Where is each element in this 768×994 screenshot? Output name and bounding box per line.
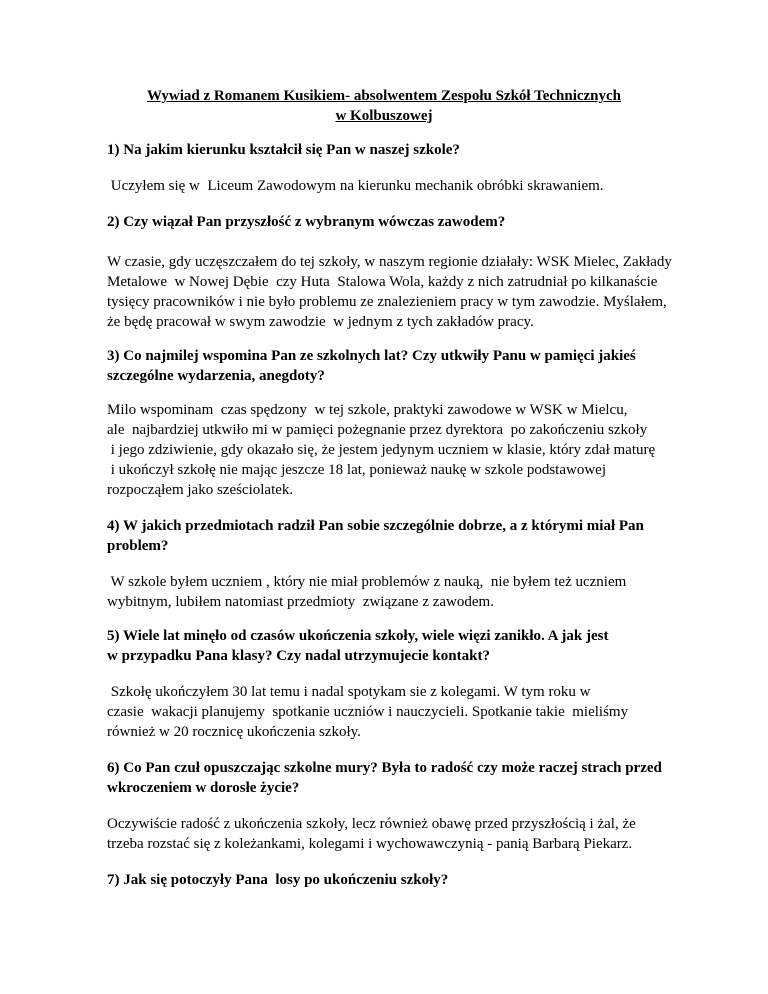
- question-3-line-1: 3) Co najmilej wspomina Pan ze szkolnych lat? Czy utkwiły Panu w pamięci jakieś: [107, 348, 636, 364]
- answer-2-line-4: że będę pracował w swym zawodzie w jednym z tych zakładów pracy.: [107, 314, 534, 330]
- answer-2-line-2: Metalowe w Nowej Dębie czy Huta Stalowa Wola, każdy z nich zatrudniał po kilkanaście: [107, 274, 658, 290]
- question-6-line-2: wkroczeniem w dorosłe życie?: [107, 780, 300, 796]
- question-2: 2) Czy wiązał Pan przyszłość z wybranym wówczas zawodem?: [107, 214, 506, 230]
- question-6-line-1: 6) Co Pan czuł opuszczając szkolne mury? Była to radość czy może raczej strach przed: [107, 760, 662, 776]
- answer-5-line-1: Szkołę ukończyłem 30 lat temu i nadal spotykam sie z kolegami. W tym roku w: [107, 684, 591, 700]
- question-7: 7) Jak się potoczyły Pana losy po ukończeniu szkoły?: [107, 872, 449, 888]
- answer-1-line-1: Uczyłem się w Liceum Zawodowym na kierunku mechanik obróbki skrawaniem.: [107, 178, 604, 194]
- answer-6-line-2: trzeba rozstać się z koleżankami, kolegami i wychowawczynią - panią Barbarą Piekarz.: [107, 836, 633, 852]
- answer-2-line-3: tysięcy pracowników i nie było problemu ze znalezieniem pracy w tym zawodzie. Myślałem,: [107, 294, 667, 310]
- answer-3-line-3: i jego zdziwienie, gdy okazało się, że jestem jedynym uczniem w klasie, który zdał maturę: [107, 442, 656, 458]
- answer-3-line-2: ale najbardziej utkwiło mi w pamięci pożegnanie przez dyrektora po zakończeniu szkoły: [107, 422, 648, 438]
- answer-3-line-5: rozpocząłem jako sześciolatek.: [107, 482, 294, 498]
- answer-5-line-2: czasie wakacji planujemy spotkanie uczniów i nauczycieli. Spotkanie takie mieliśmy: [107, 704, 629, 720]
- answer-3-line-1: Milo wspominam czas spędzony w tej szkole, praktyki zawodowe w WSK w Mielcu,: [107, 402, 628, 418]
- answer-2-line-1: W czasie, gdy uczęszczałem do tej szkoły, w naszym regionie działały: WSK Mielec, Zakłady: [107, 254, 672, 270]
- document-title-line-1: Wywiad z Romanem Kusikiem- absolwentem Zespołu Szkół Technicznych: [146, 88, 622, 104]
- answer-4-line-1: W szkole byłem uczniem , który nie miał problemów z nauką, nie byłem też uczniem: [107, 574, 627, 590]
- answer-5-line-3: również w 20 rocznicę ukończenia szkoły.: [107, 724, 361, 740]
- answer-6-line-1: Oczywiście radość z ukończenia szkoły, lecz również obawę przed przyszłością i żal, że: [107, 816, 636, 832]
- question-5-line-2: w przypadku Pana klasy? Czy nadal utrzymujecie kontakt?: [107, 648, 490, 664]
- document-title-line-2: w Kolbuszowej: [335, 108, 433, 124]
- question-5-line-1: 5) Wiele lat minęło od czasów ukończenia szkoły, wiele więzi zanikło. A jak jest: [107, 628, 609, 644]
- question-4-line-2: problem?: [107, 538, 169, 554]
- answer-3-line-4: i ukończył szkołę nie mając jeszcze 18 lat, ponieważ naukę w szkole podstawowej: [107, 462, 606, 478]
- question-1: 1) Na jakim kierunku kształcił się Pan w naszej szkole?: [107, 142, 460, 158]
- answer-4-line-2: wybitnym, lubiłem natomiast przedmioty związane z zawodem.: [107, 594, 494, 610]
- question-4-line-1: 4) W jakich przedmiotach radził Pan sobie szczególnie dobrze, a z którymi miał Pan: [107, 518, 644, 534]
- question-3-line-2: szczególne wydarzenia, anegdoty?: [107, 368, 325, 384]
